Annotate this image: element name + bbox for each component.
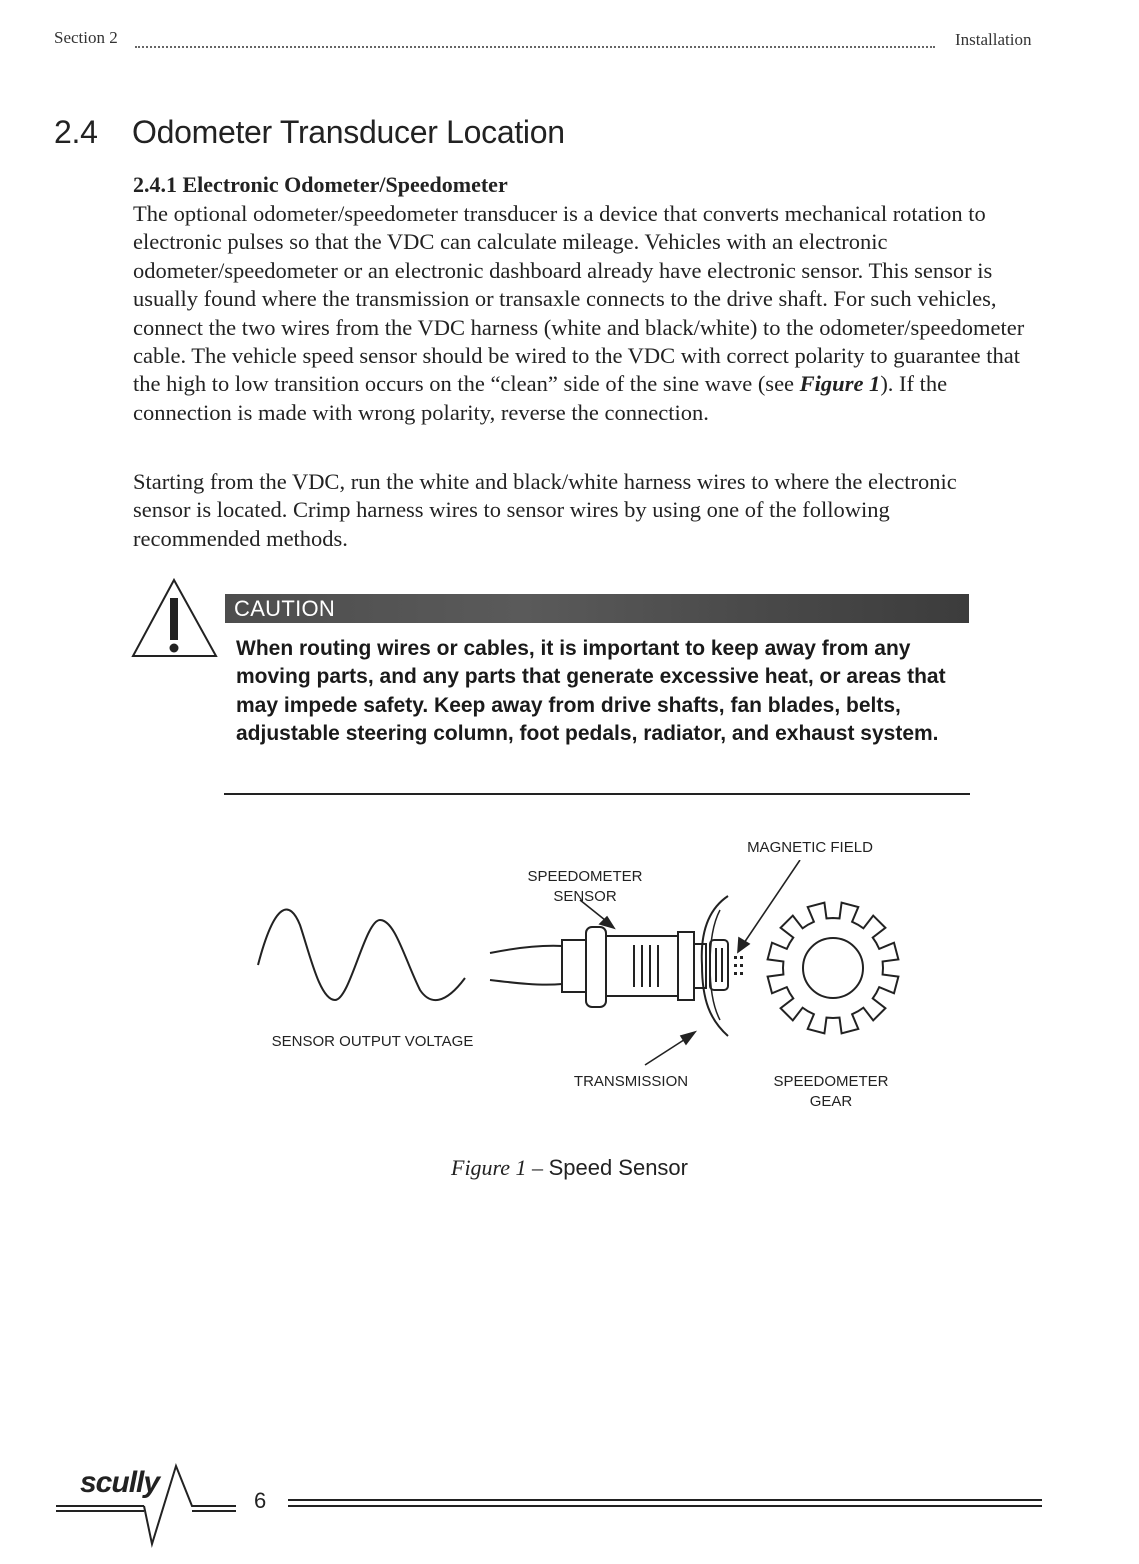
speedometer-gear [768, 903, 899, 1034]
magnetic-field-dots [734, 956, 743, 975]
section-title: Odometer Transducer Location [132, 114, 565, 150]
paragraph-2: Starting from the VDC, run the white and black/white harness wires to where the electronic sensor is located. Crimp harness wires to sensor wires by using one of the following recommended methods. [133, 469, 957, 551]
section-number: 2.4 [54, 114, 98, 150]
label-speedometer-sensor: SPEEDOMETER SENSOR [527, 868, 643, 905]
label-sensor-output-voltage: SENSOR OUTPUT VOLTAGE [271, 1033, 474, 1050]
sensor-wire-bottom [490, 980, 562, 985]
caution-label: CAUTION [234, 596, 336, 621]
section-divider [224, 793, 970, 795]
paragraph-1-text-a: The optional odometer/speedometer transducer is a device that converts mechanical rotation to electronic pulses so that the VDC can calculate mileage. Vehicles with an electronic odometer/speedometer or an electronic dashboard already have electronic sensor. This sensor is usually found where the transmission or transaxle connects to the drive shaft. For such vehicles, connect the two wires from the VDC harness (white and black/white) to the odometer/speedometer cable. The vehicle speed sensor should be wired to the VDC with correct polarity to guarantee that the high to low transition occurs on the “clean” side of the sine wave (see [133, 201, 1025, 397]
page-number: 6 [254, 1488, 267, 1513]
warning-triangle-icon [130, 576, 220, 660]
caution-bar [225, 594, 969, 623]
figure-reference: Figure 1 [799, 371, 881, 397]
logo-mark [52, 1462, 242, 1548]
subsection-heading: 2.4.1 Electronic Odometer/Speedometer [133, 172, 508, 197]
sensor-wire-top [490, 946, 562, 953]
header-section: Section 2 [54, 28, 118, 47]
label-magnetic-field: MAGNETIC FIELD [747, 839, 873, 856]
header-topic: Installation [955, 30, 1032, 49]
scully-logo: scully [80, 1466, 160, 1499]
figure-caption [0, 1155, 1139, 1181]
paragraph-1-text-b: ). If the connection is made with wrong polarity, reverse the connection. [133, 371, 948, 425]
paragraph-1 [133, 200, 1043, 427]
footer-rule-bottom [288, 1505, 1042, 1507]
label-transmission: TRANSMISSION [573, 1073, 689, 1090]
section-heading [54, 114, 565, 151]
figure-caption-prefix: Figure 1 – [451, 1155, 544, 1180]
caution-text: When routing wires or cables, it is important to keep away from any moving parts, and any parts that generate excessive heat, or areas that may impede safety. Keep away from drive shafts, fan blades, belts, adjustable steering column, foot pedals, radiator, and exhaust system. [236, 637, 946, 746]
sine-wave [258, 910, 465, 1001]
header-leader-dots [135, 46, 935, 48]
label-speedometer-gear: SPEEDOMETER GEAR [773, 1073, 889, 1110]
figure-caption-title: Speed Sensor [548, 1155, 688, 1180]
footer-rule-top [288, 1499, 1042, 1501]
